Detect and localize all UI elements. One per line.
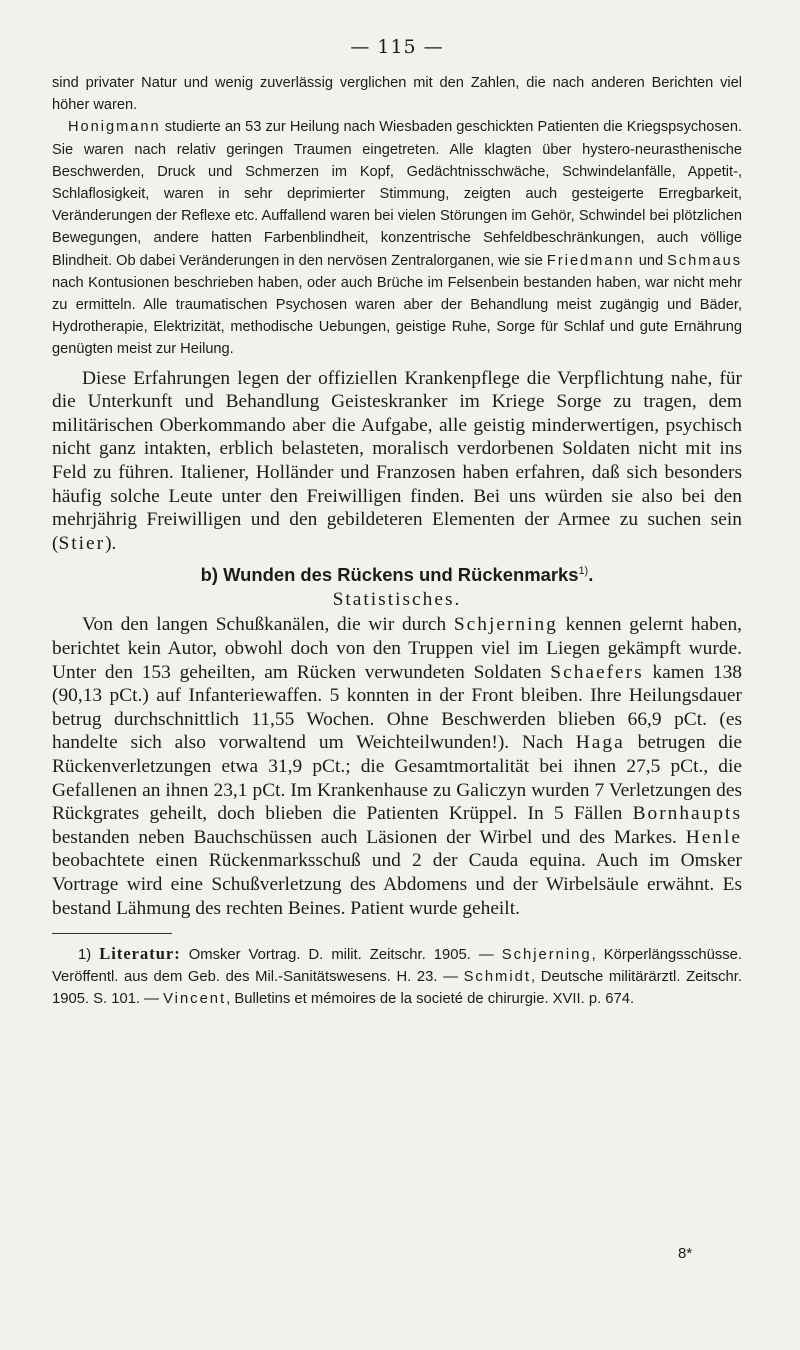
author-name: Schaefers bbox=[550, 661, 644, 683]
signature-mark: 8* bbox=[678, 1245, 693, 1262]
author-name: Stier bbox=[58, 532, 106, 554]
footnote-label: Literatur: bbox=[99, 944, 181, 964]
section-heading: b) Wunden des Rückens und Rückenmarks$^{1)}$. bbox=[200, 564, 594, 586]
paragraph-4: Von den langen Schußkanälen, die wir durch Schjerning kennen gelernt haben, berichtet kein Autor, obwohl doch von den Truppen viel im Liegen gekämpft wurde. Unter den 153 geheilten, am Rücken verwundeten Soldaten Schaefers kamen 138 (90,13 pCt.) auf Infanteriewaffen. 5 konnten in der Front bleiben. Ihre Heilungsdauer betrug durchschnittlich 11,55 Wochen. Ohne Beschwerden blieben 66,9 pCt. (es handelte sich also vorwaltend um Weichteilwunden!). Nach Haga betrugen die Rückenverletzungen etwa 31,9 pCt.; die Gesamtmortalität bei ihnen 27,5 pCt., die Gefallenen an ihnen 23,1 pCt. Im Krankenhause zu Galiczyn wurden 7 Verletzungen des Rückgrates geheilt, doch blieben die Patienten Krüppel. In 5 Fällen Bornhaupts bestanden neben Bauchschüssen auch Läsionen der Wirbel und des Markes. Henle beobachtete einen Rückenmarksschuß und 2 der Cauda equina. Auch im Omsker Vortrage wird eine Schußverletzung des Abdomens und der Wirbelsäule erwähnt. Es bestand Lähmung des rechten Beines. Patient wurde geheilt. bbox=[52, 614, 742, 919]
author-name: Schjerning bbox=[453, 614, 558, 636]
author-name: Vincent bbox=[163, 991, 227, 1008]
paragraph-1: sind privater Natur und wenig zuverlässig verglichen mit den Zahlen, die nach anderen Berichten viel höher waren. bbox=[52, 75, 742, 114]
author-name: Bornhaupts bbox=[632, 803, 742, 825]
footnote: 1) Literatur: Omsker Vortrag. D. milit. Zeitschr. 1905. — Schjerning, Körperlängsschüsse. Veröffentl. aus dem Geb. des Mil.-Sanitätswesens. H. 23. — Schmidt, Deutsche militärärztl. Zeitschr. 1905. S. 101. — Vincent, Bulletins et mémoires de la societé de chirurgie. XVII. p. 674. bbox=[52, 944, 742, 1008]
paragraph-2: Honigmann studierte an 53 zur Heilung nach Wiesbaden geschickten Patienten die Kriegspsychosen. Sie waren nach relativ geringen Traumen eingetreten. Alle klagten über hystero-neurasthenische Beschwerden, Druck und Schmerzen im Kopf, Gedächtnisschwäche, Schwindelanfälle, Appetit-, Schlaflosigkeit, waren in sehr deprimierter Stimmung, zeigten auch gesteigerte Erregbarkeit, Veränderungen der Reflexe etc. Auffallend waren bei vielen Störungen im Gehör, Schwindel bei plötzlichen Bewegungen, andere hatten Farbenblindheit, konzentrische Sehfeldbeschränkungen, auch völlige Blindheit. Ob dabei Veränderungen in den nervösen Zentralorganen, wie sie Friedmann und Schmaus nach Kontusionen beschrieben haben, oder auch Brüche im Felsenbein bestanden haben, war nicht mehr zu ermitteln. Alle traumatischen Psychosen waren aber der Behandlung meist zugängig und Bäder, Hydrotherapie, Elektrizität, methodische Uebungen, geistige Ruhe, Sorge für Schlaf und gute Ernährung genügten meist zur Heilung. bbox=[52, 119, 742, 358]
footnote-number: 1) bbox=[78, 947, 92, 964]
footnote-divider bbox=[52, 933, 172, 934]
sub-heading: Statistisches. bbox=[332, 589, 462, 611]
page-number: — 115 — bbox=[350, 36, 444, 58]
author-name: Schjerning bbox=[501, 947, 592, 964]
book-page bbox=[52, 36, 742, 1010]
footnote-mark: 1) bbox=[578, 565, 589, 578]
author-name: Schmaus bbox=[667, 252, 742, 269]
author-name: Haga bbox=[575, 732, 625, 754]
paragraph-3: Diese Erfahrungen legen der offiziellen Krankenpflege die Verpflichtung nahe, für die Unterkunft und Behandlung Geisteskranker im Kriege Sorge zu tragen, dem militärischen Oberkommando aber die Aufgabe, alle geistig minderwertigen, psychisch nicht ganz intakten, erblich belasteten, moralisch verdorbenen Soldaten nicht mit ins Feld zu führen. Italiener, Holländer und Franzosen haben erfahren, daß sich besonders häufig solche Leute unter den Freiwilligen finden. Bei uns würden sie also bei den mehrjährig Freiwilligen und den gebildeteren Elementen der Armee zu suchen sein (Stier). bbox=[52, 367, 742, 554]
author-name: Honigmann bbox=[68, 119, 161, 136]
author-name: Schmidt bbox=[463, 969, 532, 986]
author-name: Friedmann bbox=[546, 252, 635, 269]
author-name: Henle bbox=[685, 826, 742, 848]
